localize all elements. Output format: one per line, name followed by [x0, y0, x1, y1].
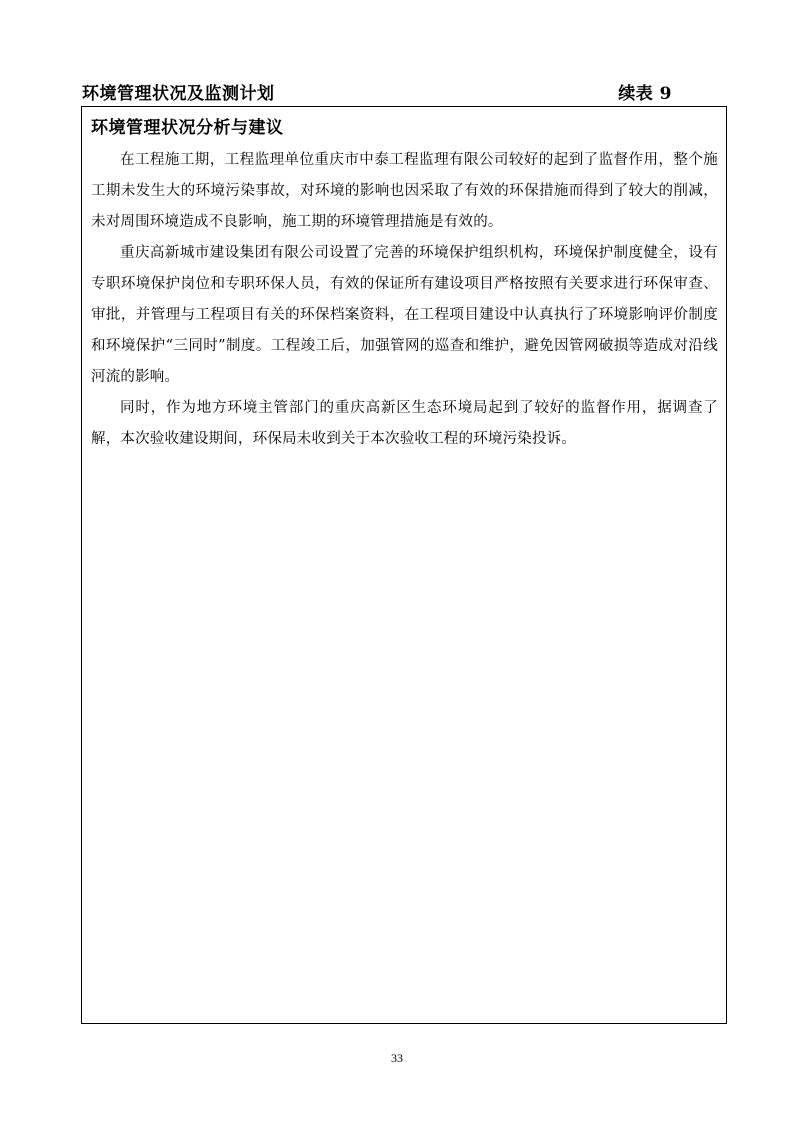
paragraph-supervision: 在工程施工期，工程监理单位重庆市中泰工程监理有限公司较好的起到了监督作用，整个施工期未发生大的环境污染事故，对环境的影响也因采取了有效的环保措施而得到了较大的削减，未对周围环境造成不良影响，施工期的环境管理措施是有效的。 [91, 152, 718, 230]
section-title: 环境管理状况分析与建议 [91, 118, 284, 138]
content-frame [81, 106, 727, 1024]
page-number: 33 [391, 1051, 403, 1065]
paragraph-authority: 同时，作为地方环境主管部门的重庆高新区生态环境局起到了较好的监督作用，据调查了解，本次验收建设期间，环保局未收到关于本次验收工程的环境污染投诉。 [91, 400, 718, 447]
paragraph-organization: 重庆高新城市建设集团有限公司设置了完善的环境保护组织机构，环境保护制度健全，设有专职环境保护岗位和专职环保人员，有效的保证所有建设项目严格按照有关要求进行环保审查、审批，并管理与工程项目有关的环保档案资料，在工程项目建设中认真执行了环境影响评价制度和环境保护“三同时”制度。工程竣工后，加强管网的巡查和维护，避免因管网破损等造成对沿线河流的影响。 [91, 245, 718, 385]
header-title: 环境管理状况及监测计划 [82, 84, 275, 104]
header-continued-table-label: 续表 9 [618, 84, 672, 104]
page-header [82, 80, 728, 106]
